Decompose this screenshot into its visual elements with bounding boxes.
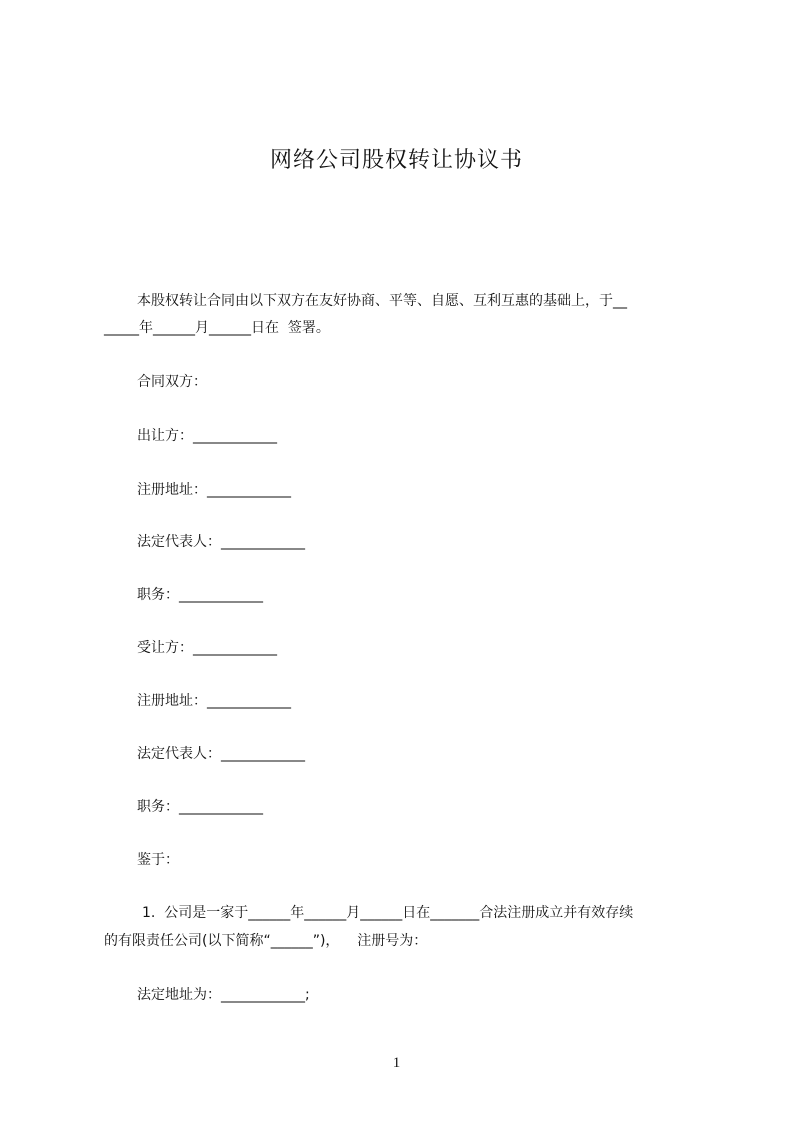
transferee-title: 职务：____________: [137, 799, 263, 815]
clause-1-line-1: 1. 公司是一家于______年______月______日在_______合法注册成立并有效存续: [142, 905, 634, 921]
transferor-address: 注册地址：____________: [137, 482, 291, 498]
transferor-name: 出让方：____________: [137, 428, 277, 444]
page-number: 1: [392, 1055, 401, 1071]
transferor-title: 职务：____________: [137, 587, 263, 603]
legal-address: 法定地址为：____________;: [137, 987, 310, 1003]
intro-line-1: 本股权转让合同由以下双方在友好协商、平等、自愿、互利互惠的基础上，于__: [137, 293, 627, 309]
document-title: 网络公司股权转让协议书: [269, 148, 523, 173]
transferee-representative: 法定代表人：____________: [137, 746, 305, 762]
transferee-address: 注册地址：____________: [137, 693, 291, 709]
clause-1-line-2: 的有限责任公司(以下简称“______”)， 注册号为：: [104, 933, 428, 949]
whereas-heading: 鉴于：: [137, 852, 179, 868]
transferor-representative: 法定代表人：____________: [137, 534, 305, 550]
transferee-name: 受让方：____________: [137, 640, 277, 656]
intro-line-2: _____年______月______日在 签署。: [104, 320, 330, 336]
parties-heading: 合同双方：: [137, 374, 207, 390]
